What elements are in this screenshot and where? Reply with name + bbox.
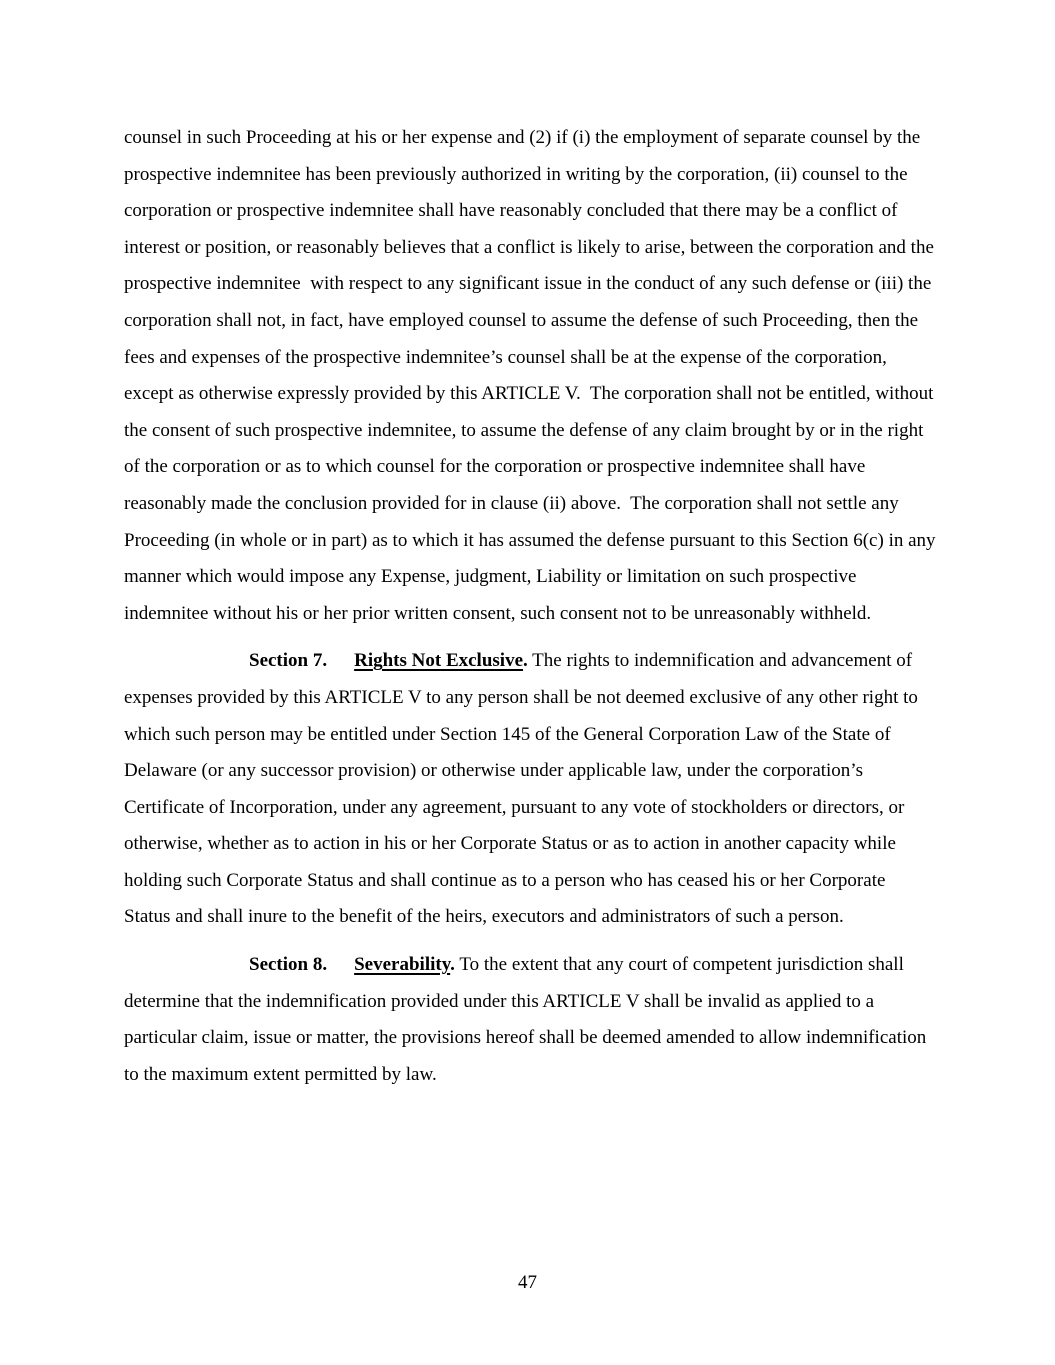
section-7-title-period: . xyxy=(523,650,528,672)
page-number: 47 xyxy=(518,1272,537,1293)
paragraph-continuation xyxy=(124,120,941,632)
section-7-text: The rights to indemnification and advancement of expenses provided by this ARTICLE V to any person shall be not deemed exclusive of any other right to which such person may be entitled under Section 145 of the General Corporation Law of the State of Delaware (or any successor provision) or otherwise under applicable law, under the corporation’s Certificate of Incorporation, under any agreement, pursuant to any vote of stockholders or directors, or otherwise, whether as to action in his or her Corporate Status or as to action in another capacity while holding such Corporate Status and shall continue as to a person who has ceased his or her Corporate Status and shall inure to the benefit of the heirs, executors and administrators of such a person. xyxy=(124,650,923,928)
section-8-label: Section 8. xyxy=(249,954,328,976)
section-8-title-period: . xyxy=(450,954,455,976)
section-7-paragraph xyxy=(124,643,936,936)
section-8-text: To the extent that any court of competent jurisdiction shall determine that the indemnification provided under this ARTICLE V shall be invalid as applied to a particular claim, issue or matter, the provisions hereof shall be deemed amended to allow indemnification to the maximum extent permitted by law. xyxy=(124,954,932,1085)
paragraph-continuation-text: counsel in such Proceeding at his or her expense and (2) if (i) the employment of separate counsel by the prospective indemnitee has been previously authorized in writing by the corporation, (ii) counsel to the corporation or prospective indemnitee shall have reasonably concluded that there may be a conflict of interest or position, or reasonably believes that a conflict is likely to arise, between the corporation and the prospective indemnitee with respect to any significant issue in the conduct of any such defense or (iii) the corporation shall not, in fact, have employed counsel to assume the defense of such Proceeding, then the fees and expenses of the prospective indemnitee’s counsel shall be at the expense of the corporation, except as otherwise expressly provided by this ARTICLE V. The corporation shall not be entitled, without the consent of such prospective indemnitee, to assume the defense of any claim brought by or in the right of the corporation or as to which counsel for the corporation or prospective indemnitee shall have reasonably made the conclusion provided for in clause (ii) above. The corporation shall not settle any Proceeding (in whole or in part) as to which it has assumed the defense pursuant to this Section 6(c) in any manner which would impose any Expense, judgment, Liability or limitation on such prospective indemnitee without his or her prior written consent, such consent not to be unreasonably withheld. xyxy=(124,127,941,624)
section-7-title: Rights Not Exclusive xyxy=(354,650,524,672)
section-8-title: Severability xyxy=(354,954,451,976)
section-7-label: Section 7. xyxy=(249,650,328,672)
section-8-paragraph xyxy=(124,947,936,1093)
